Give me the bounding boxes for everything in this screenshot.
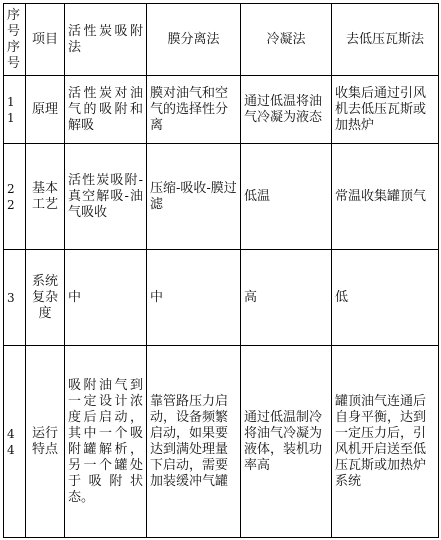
- row-activated-carbon: 活性炭对油气的吸附和解吸: [65, 76, 147, 144]
- row-item: 运行特点: [26, 346, 65, 538]
- row-activated-carbon: 活性炭吸附-真空解吸-油气吸收: [65, 144, 147, 250]
- row-serial: 11: [4, 76, 26, 144]
- header-condensation: 冷凝法: [241, 4, 332, 76]
- row-serial: 3: [4, 250, 26, 346]
- row-membrane: 中: [147, 250, 241, 346]
- row-serial: 44: [4, 346, 26, 538]
- row-item: 基本工艺: [26, 144, 65, 250]
- row-activated-carbon: 吸附油气到一定设计浓度后启动，其中一个吸附罐解析，另一个罐处于吸附状态。: [65, 346, 147, 538]
- table-header-row: [4, 4, 439, 76]
- row-condensation: 通过低温将油气冷凝为液态: [241, 76, 332, 144]
- row-item: 原理: [26, 76, 65, 144]
- header-serial: 序号序号: [4, 4, 26, 76]
- row-condensation: 通过低温制冷将油气冷凝为液体，装机功率高: [241, 346, 332, 538]
- header-membrane: 膜分离法: [147, 4, 241, 76]
- row-condensation: 低温: [241, 144, 332, 250]
- row-activated-carbon: 中: [65, 250, 147, 346]
- table-row: [4, 250, 439, 346]
- header-item: 项目: [26, 4, 65, 76]
- row-condensation: 高: [241, 250, 332, 346]
- row-membrane: 压缩-吸收-膜过滤: [147, 144, 241, 250]
- row-membrane: 膜对油气和空气的选择性分离: [147, 76, 241, 144]
- row-low-pressure-gas: 收集后通过引风机去低压瓦斯或加热炉: [332, 76, 439, 144]
- row-low-pressure-gas: 常温收集罐顶气: [332, 144, 439, 250]
- table-row: [4, 346, 439, 538]
- row-item: 系统复杂度: [26, 250, 65, 346]
- header-activated-carbon: 活性炭吸附法: [65, 4, 147, 76]
- row-low-pressure-gas: 罐顶油气连通后自身平衡，达到一定压力后，引风机开启送至低压瓦斯或加热炉系统: [332, 346, 439, 538]
- row-low-pressure-gas: 低: [332, 250, 439, 346]
- header-low-pressure-gas: 去低压瓦斯法: [332, 4, 439, 76]
- comparison-table: [3, 3, 439, 538]
- row-serial: 22: [4, 144, 26, 250]
- table-row: [4, 76, 439, 144]
- row-membrane: 靠管路压力启动，设备频繁启动，如果要达到满处理量下启动，需要加装缓冲气罐: [147, 346, 241, 538]
- table-row: [4, 144, 439, 250]
